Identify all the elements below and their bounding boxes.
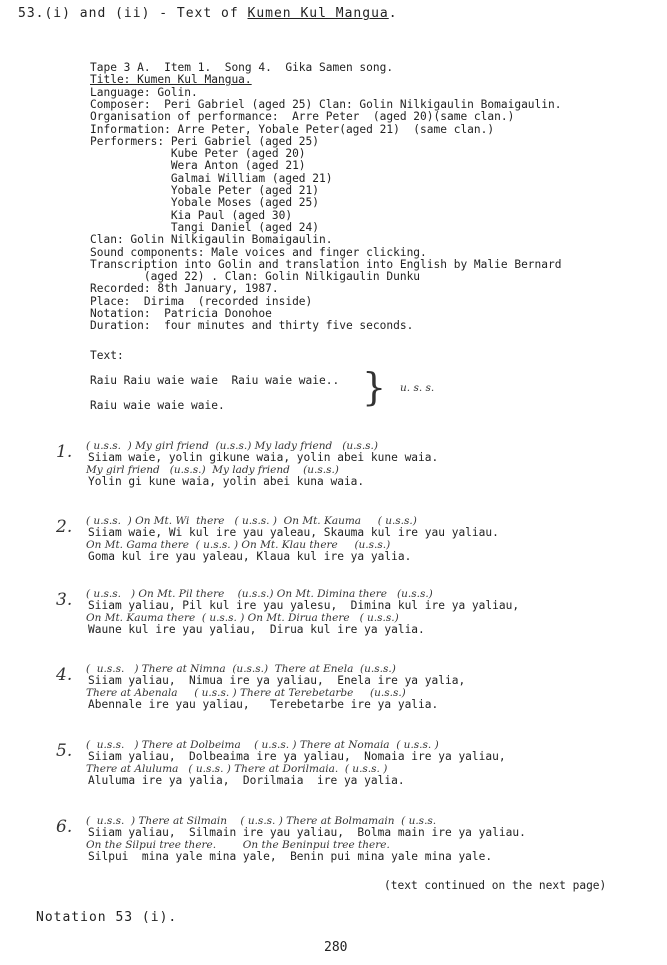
- metadata-line: Kube Peter (aged 20): [90, 147, 306, 161]
- stanza-text-line: Goma kul ire yau yaleau, Klaua kul ire ya yalia.: [88, 550, 412, 563]
- stanza-handwritten-line: There at Aluluma ( u.s.s. ) There at Dorilmaia. ( u.s.s. ): [86, 763, 388, 775]
- stanza-text-line: Siiam yaliau, Pil kul ire yau yalesu, Dimina kul ire ya yaliau,: [88, 599, 520, 612]
- header-prefix: 53.(i) and (ii) - Text of: [18, 6, 248, 21]
- metadata-line: Clan: Golin Nilkigaulin Bomaigaulin.: [90, 233, 333, 247]
- stanza-text-line: Siiam yaliau, Nimua ire ya yaliau, Enela ire ya yalia,: [88, 674, 466, 687]
- stanza-handwritten-line: ( u.s.s. ) On Mt. Pil there (u.s.s.) On Mt. Dimina there (u.s.s.): [86, 588, 433, 600]
- stanza-number: 3.: [56, 590, 73, 610]
- page-number: 280: [324, 940, 348, 955]
- metadata-line: Organisation of performance: Arre Peter (aged 20)(same clan.): [90, 110, 515, 124]
- stanza-handwritten-line: ( u.s.s. ) There at Dolbeima ( u.s.s. ) There at Nomaia ( u.s.s. ): [86, 739, 439, 751]
- continued-note: (text continued on the next page): [384, 879, 607, 892]
- stanza-number: 5.: [56, 741, 73, 761]
- metadata-line: Title: Kumen Kul Mangua.: [90, 73, 252, 87]
- header-suffix: .: [388, 6, 398, 21]
- stanza-number: 2.: [56, 517, 73, 537]
- metadata-line: Language: Golin.: [90, 85, 198, 99]
- stanza-handwritten-line: ( u.s.s. ) On Mt. Wi there ( u.s.s. ) On Mt. Kauma ( u.s.s.): [86, 515, 417, 527]
- text-label: Text:: [90, 349, 124, 362]
- stanza-text-line: Aluluma ire ya yalia, Dorilmaia ire ya yalia.: [88, 774, 405, 787]
- refrain-note: u. s. s.: [400, 382, 435, 394]
- metadata-line: (aged 22) . Clan: Golin Nilkigaulin Dunku: [90, 270, 421, 284]
- metadata-line: Tape 3 A. Item 1. Song 4. Gika Samen song.: [90, 61, 394, 74]
- stanza-text-line: Waune kul ire yau yaliau, Dirua kul ire ya yalia.: [88, 623, 425, 636]
- metadata-line: Wera Anton (aged 21): [90, 159, 306, 173]
- metadata-line: Tangi Daniel (aged 24): [90, 220, 320, 234]
- stanza-text-line: Yolin gi kune waia, yolin abei kuna waia.: [88, 475, 365, 488]
- metadata-line: Notation: Patricia Donohoe: [90, 307, 272, 320]
- metadata-line: Yobale Moses (aged 25): [90, 196, 320, 210]
- stanza-text-line: Silpui mina yale mina yale, Benin pui mina yale mina yale.: [88, 850, 493, 863]
- metadata-line: Sound components: Male voices and finger clicking.: [90, 245, 427, 259]
- stanza-handwritten-line: ( u.s.s. ) There at Nimna (u.s.s.) There at Enela (u.s.s.): [86, 663, 396, 675]
- stanza-handwritten-line: ( u.s.s. ) There at Silmain ( u.s.s. ) There at Bolmamain ( u.s.s.: [86, 815, 437, 827]
- stanza-text-line: Siiam yaliau, Silmain ire yau yaliau, Bolma main ire ya yaliau.: [88, 826, 526, 839]
- stanza-text-line: Abennale ire yau yaliau, Terebetarbe ire ya yalia.: [88, 698, 439, 711]
- notation-label: Notation 53 (i).: [36, 910, 178, 925]
- stanza-handwritten-line: On Mt. Kauma there ( u.s.s. ) On Mt. Dirua there ( u.s.s.): [86, 612, 399, 624]
- stanza-text-line: Siiam yaliau, Dolbeaima ire ya yaliau, Nomaia ire ya yaliau,: [88, 750, 506, 763]
- stanza-handwritten-line: On Mt. Gama there ( u.s.s. ) On Mt. Klau there (u.s.s.): [86, 539, 391, 551]
- stanza-number: 6.: [56, 817, 73, 837]
- metadata-line: Kia Paul (aged 30): [90, 208, 293, 222]
- metadata-line: Composer: Peri Gabriel (aged 25) Clan: Golin Nilkigaulin Bomaigaulin.: [90, 97, 562, 111]
- stanza-text-line: Siiam waie, yolin gikune waia, yolin abei kune waia.: [88, 451, 439, 464]
- metadata-line: Place: Dirima (recorded inside): [90, 294, 313, 308]
- header-title: Kumen Kul Mangua: [247, 6, 389, 21]
- metadata-line: Yobale Peter (aged 21): [90, 184, 320, 197]
- refrain-line-2: Raiu waie waie waie.: [90, 399, 225, 412]
- metadata-line: Recorded: 8th January, 1987.: [90, 282, 279, 296]
- page-header: [18, 8, 398, 20]
- stanza-number: 4.: [56, 665, 73, 685]
- refrain-brace: }: [362, 365, 387, 409]
- stanza-handwritten-line: There at Abenala ( u.s.s. ) There at Terebetarbe (u.s.s.): [86, 687, 406, 699]
- stanza-handwritten-line: ( u.s.s. ) My girl friend (u.s.s.) My lady friend (u.s.s.): [86, 440, 378, 452]
- metadata-line: Galmai William (aged 21): [90, 171, 333, 185]
- metadata-line: Transcription into Golin and translation into English by Malie Bernard: [90, 257, 562, 271]
- metadata-line: Duration: four minutes and thirty five seconds.: [90, 319, 414, 333]
- stanza-handwritten-line: On the Silpui tree there. On the Beninpui tree there.: [86, 839, 390, 851]
- stanza-handwritten-line: My girl friend (u.s.s.) My lady friend (u.s.s.): [86, 464, 339, 476]
- metadata-line: Performers: Peri Gabriel (aged 25): [90, 134, 320, 148]
- metadata-line: Information: Arre Peter, Yobale Peter(aged 21) (same clan.): [90, 122, 495, 136]
- stanza-number: 1.: [56, 442, 73, 462]
- refrain-line-1: Raiu Raiu waie waie Raiu waie waie..: [90, 374, 340, 387]
- stanza-text-line: Siiam waie, Wi kul ire yau yaleau, Skauma kul ire yau yaliau.: [88, 526, 499, 539]
